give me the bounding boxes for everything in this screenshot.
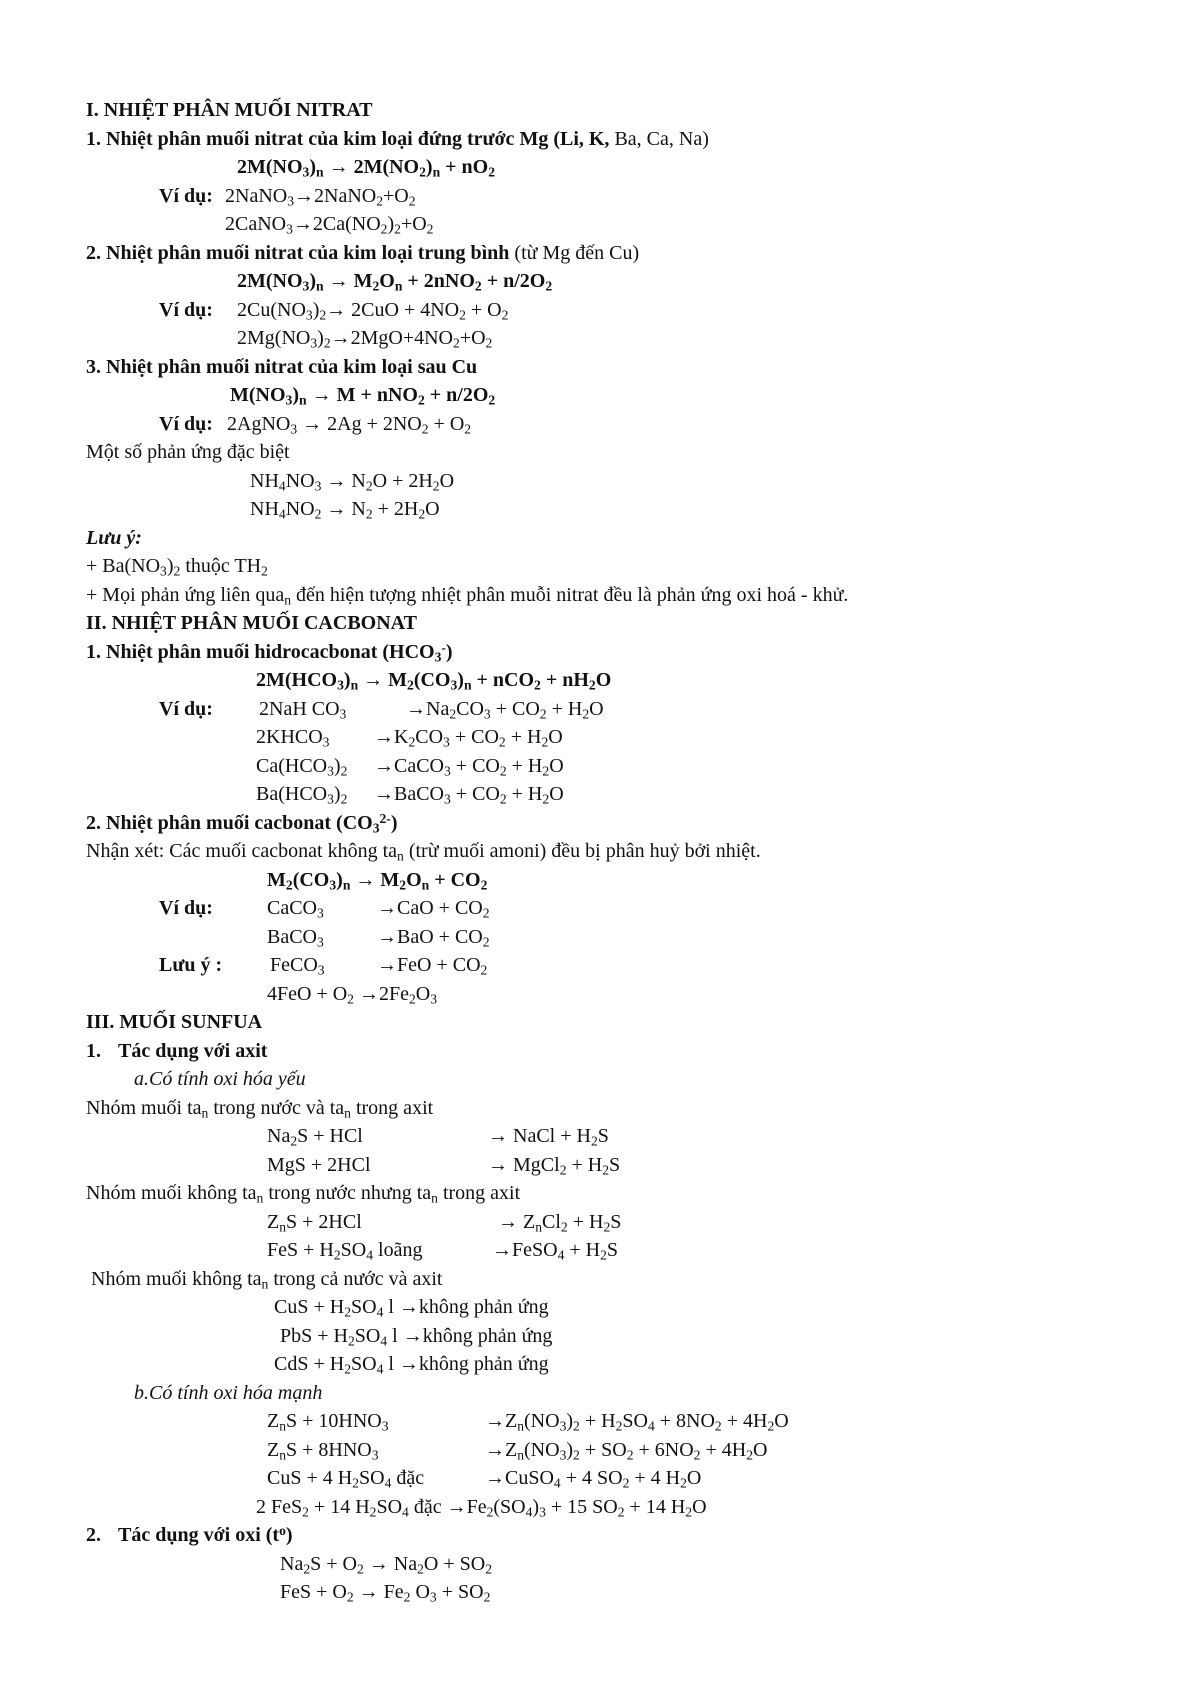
products: →FeSO$_4$ + $H_2S$: [492, 1239, 619, 1263]
paragraph: Nhận xét: Các muối cacbonat không $ta_n$ (trừ muối amoni) đều bị phân huỷ bởi nhiệt.: [86, 840, 761, 864]
products: → MgCl$_2$ + $H_2S$: [488, 1153, 621, 1177]
section-heading-cacbonat: II. NHIỆT PHÂN MUỐI CACBONAT: [86, 612, 417, 634]
products: $\to FeO + CO_2$: [377, 954, 488, 978]
subheading-number: 1.: [86, 1039, 101, 1062]
paragraph: Nhóm muối không $ta_n$ trong nước nhưng $ta_n$ trong axit: [86, 1182, 521, 1206]
subheading: [0, 1521, 1200, 1550]
subheading-text: Tác dụng với axit: [118, 1039, 268, 1062]
note-label: Lưu ý :: [159, 954, 223, 976]
reactant: $2KHCO_3$: [256, 726, 330, 750]
subheading: 2. Nhiệt phân muối cacbonat $(CO_3^{2-})$: [86, 810, 398, 835]
reactant: $Ca(HCO_3)_2$: [256, 754, 348, 778]
example-line: [0, 410, 1200, 439]
reaction-line: [0, 1407, 1200, 1436]
reaction-line: [0, 1208, 1200, 1237]
reactants: $Z_nS + 2HCl$: [267, 1210, 362, 1234]
example-label: Ví dụ:: [159, 298, 213, 321]
equation: FeS + $O_2 \to Fe_2$ $O_3 + SO_2$: [280, 1581, 491, 1605]
paragraph: Một số phản ứng đặc biệt: [86, 441, 290, 463]
example-label: Ví dụ:: [159, 184, 213, 207]
sub-subheading: a.Có tính oxi hóa yếu: [134, 1068, 306, 1090]
equation: $Na_2S + O_2 \to Na_2O + SO_2$: [280, 1552, 492, 1576]
general-equation: $2M(HCO_3)_n \to M_2(CO_3)_n + nCO_2 + nH_2O$: [256, 669, 612, 693]
example-line: [0, 296, 1200, 325]
reactants: MgS + 2HCl: [267, 1153, 371, 1176]
equation: $2Cu(NO_3)_2\to 2CuO + 4NO_2 + O_2$: [237, 298, 509, 322]
note-item: + $Ba(NO_3)_2$ thuộc $TH_2$: [86, 555, 268, 579]
reaction-line: [0, 1464, 1200, 1493]
example-line: [0, 951, 1200, 980]
general-equation: $M(NO_3)_n \to M + nNO_2 + n/2O_2$: [230, 384, 496, 408]
reactant: BaCO$_3$: [267, 925, 324, 949]
general-equation: $2M(NO_3)_n \to 2M(NO_2)_n + nO_2$: [237, 156, 496, 180]
products: →BaCO$_3$ + $CO_2 + H_2O$: [374, 783, 564, 807]
products: $\to BaO + CO_2$: [377, 925, 490, 949]
note-label: Lưu ý:: [86, 526, 142, 549]
reactants: CuS + 4 $H_2SO_4$ đặc: [267, 1467, 425, 1491]
general-equation: $M_2(CO_3)_n \to M_2O_n + CO_2$: [267, 868, 488, 892]
equation: 2 FeS$_2$ + 14 $H_2SO_4$ đặc $\to Fe_2(SO_4)_3 + 15$ $SO_2 + 14$ $H_2O$: [256, 1495, 707, 1519]
section-heading-nitrat: I. NHIỆT PHÂN MUỐI NITRAT: [86, 99, 373, 121]
products: $\to Na_2CO_3 + CO_2 + H_2O$: [406, 697, 604, 721]
equation: $NH_4NO_2 \to N_2 + 2H_2O$: [250, 498, 440, 522]
example-line: [0, 894, 1200, 923]
reactants: $Z_nS + 10HNO_3$: [267, 1410, 389, 1434]
reactant: $Ba(HCO_3)_2$: [256, 783, 348, 807]
reactants: FeS + $H_2SO_4$ loãng: [267, 1239, 423, 1263]
example-line: [0, 752, 1200, 781]
products: $\to K_2CO_3 + CO_2 + H_2O$: [374, 726, 563, 750]
reaction-line: [0, 1122, 1200, 1151]
subheading: 2. Nhiệt phân muối nitrat của kim loại trung bình (từ Mg đến Cu): [86, 241, 640, 264]
subheading: 1. Nhiệt phân muối hidrocacbonat $(HCO_3^-)$: [86, 639, 453, 664]
equation: $2Mg(NO_3)_2\to 2MgO+4NO_2+O_2$: [237, 327, 493, 351]
sub-subheading: b.Có tính oxi hóa mạnh: [134, 1381, 323, 1404]
example-line: [0, 723, 1200, 752]
document-body: [0, 96, 1200, 1607]
reaction-line: [0, 1436, 1200, 1465]
reactant: 2NaH $CO_3$: [259, 697, 347, 721]
equation: $2CaNO_3\to 2Ca(NO_2)_2+O_2$: [225, 213, 434, 237]
subheading: 3. Nhiệt phân muối nitrat của kim loại sau Cu: [86, 355, 478, 378]
equation: 2AgNO$_3$ → $2Ag + 2NO_2 + O_2$: [227, 412, 472, 436]
products: $\to Z_n(NO_3)_2 + H_2SO_4 + 8NO_2 + 4H_2O$: [485, 1410, 789, 1434]
products: $\to Z_n(NO_3)_2 + SO_2 + 6NO_2 + 4H_2O$: [485, 1438, 768, 1462]
paragraph: Nhóm muối $ta_n$ trong nước và $ta_n$ trong axit: [86, 1096, 434, 1120]
example-line: [0, 923, 1200, 952]
section-heading-sunfua: III. MUỐI SUNFUA: [86, 1011, 263, 1033]
equation: CuS + $H_2SO_4$ l →không phản ứng: [274, 1296, 549, 1320]
products: →CuSO$_4$ + 4 $SO_2 + 4$ $H_2O$: [485, 1467, 702, 1491]
note-item: + Mọi phản ứng liên qua$_n$ đến hiện tượng nhiệt phân muỗi nitrat đều là phản ứng oxi hoá - khử.: [86, 583, 849, 607]
reactants: $Z_nS + 8HNO_3$: [267, 1438, 379, 1462]
example-line: [0, 780, 1200, 809]
general-equation: $2M(NO_3)_n \to M_2O_n + 2nNO_2 + n/2O_2$: [237, 270, 553, 294]
equation: $4FeO + O_2 \to 2Fe_2O_3$: [267, 982, 438, 1006]
subheading: 1. Nhiệt phân muối nitrat của kim loại đứng trước Mg (Li, K, Ba, Ca, Na): [86, 127, 709, 150]
reaction-line: [0, 1151, 1200, 1180]
subheading-number: 2.: [86, 1524, 101, 1546]
example-label: Ví dụ:: [159, 697, 213, 720]
products: → $Z_nCl_2 + H_2S$: [498, 1210, 622, 1234]
example-label: Ví dụ:: [159, 897, 213, 919]
equation: $2NaNO_3\to 2NaNO_2+O_2$: [225, 184, 416, 208]
products: →CaCO$_3$ + $CO_2 + H_2O$: [374, 754, 564, 778]
equation: $NH_4NO_3 \to N_2O + 2H_2O$: [250, 469, 455, 493]
example-label: Ví dụ:: [159, 412, 213, 435]
paragraph: Nhóm muối không $ta_n$ trong cả nước và axit: [91, 1267, 443, 1291]
equation: CdS + $H_2SO_4$ l →không phản ứng: [274, 1353, 549, 1377]
reaction-line: [0, 1236, 1200, 1265]
equation: PbS + $H_2SO_4$ l →không phản ứng: [280, 1324, 553, 1348]
reactant: CaCO$_3$: [267, 897, 324, 921]
reactant: FeCO$_3$: [270, 954, 325, 978]
reactants: $Na_2S$ + HCl: [267, 1125, 363, 1149]
example-line: [0, 695, 1200, 724]
products: $\to CaO + CO_2$: [377, 897, 490, 921]
example-line: [0, 182, 1200, 211]
subheading: [0, 1037, 1200, 1066]
subheading-text: Tác dụng với oxi $(t^o)$: [118, 1522, 293, 1546]
products: → NaCl + $H_2S$: [488, 1125, 609, 1149]
